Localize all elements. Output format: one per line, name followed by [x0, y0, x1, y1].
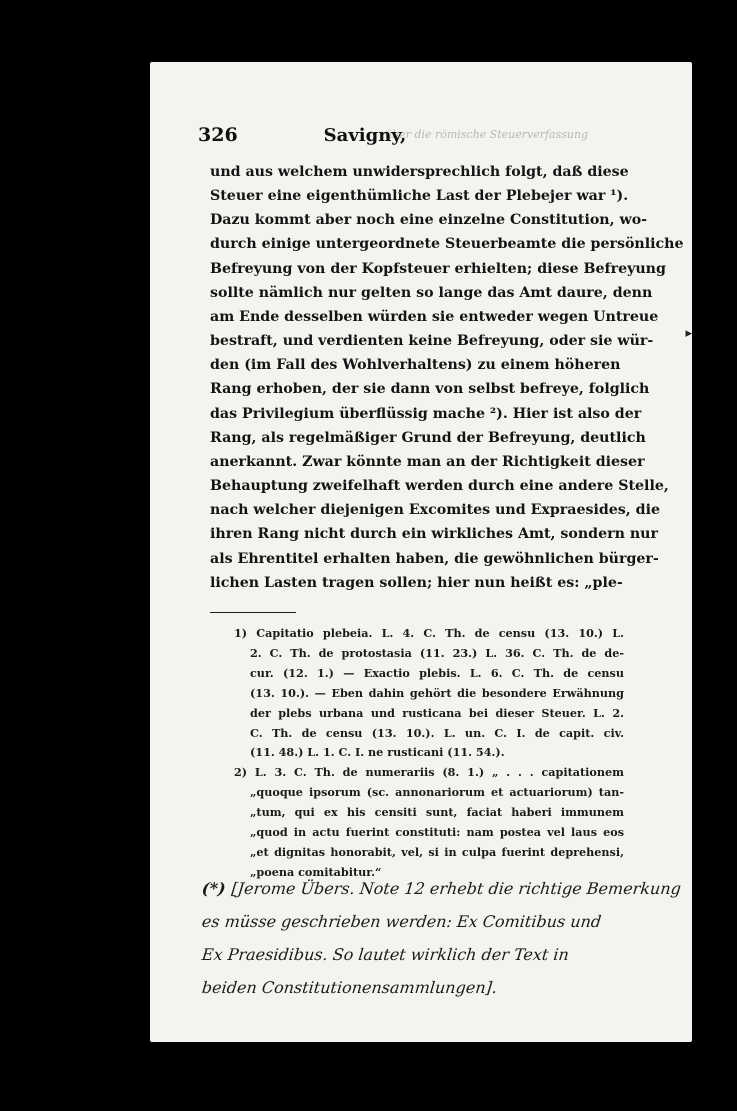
body-line: und aus welchem unwidersprechlich folgt, daß diese	[210, 164, 629, 180]
body-line: Behauptung zweifelhaft werden durch eine andere Stelle,	[210, 478, 669, 495]
page-number: 326	[198, 124, 238, 146]
body-line: den (im Fall des Wohlverhaltens) zu einem höheren	[210, 357, 621, 374]
body-line: durch einige untergeordnete Steuerbeamte die persönliche	[210, 236, 684, 253]
footnote-line: 2) L. 3. C. Th. de numerariis (8. 1.) „ . . . capitationem	[234, 765, 624, 780]
bleed-through-text: über die römische Steuerverfassung	[385, 128, 589, 141]
body-line: ihren Rang nicht durch ein wirkliches Amt, sondern nur	[210, 526, 658, 543]
body-line: sollte nämlich nur gelten so lange das Amt daure, denn	[210, 284, 653, 301]
footnote-line: (13. 10.). — Eben dahin gehört die besondere Erwähnung	[250, 685, 624, 700]
body-line: anerkannt. Zwar könnte man an der Richtigkeit dieser	[210, 453, 645, 470]
body-line: nach welcher diejenigen Excomites und Expraesides, die	[210, 502, 661, 519]
footnote-line: „et dignitas honorabit, vel, si in culpa fuerint deprehensi,	[250, 844, 624, 859]
handwritten-annotation	[201, 872, 682, 1004]
footnote-line: cur. (12. 1.) — Exactio plebis. L. 6. C. Th. de censu	[250, 665, 624, 680]
footnote-line: (11. 48.) L. 1. C. I. ne rusticani (11. 54.).	[250, 745, 505, 760]
handwritten-text: [Jerome Übers. Note 12 erhebt die richtige Bemerkung	[230, 879, 682, 898]
body-line: Befreyung von der Kopfsteuer erhielten; diese Befreyung	[210, 260, 666, 277]
body-line: das Privilegium überflüssig mache ²). Hier ist also der	[210, 405, 642, 422]
body-line: am Ende desselben würden sie entweder wegen Untreue	[210, 308, 659, 325]
handwritten-line	[200, 872, 682, 905]
footnote-rule	[210, 612, 296, 613]
footnote-line: 2. C. Th. de protostasia (11. 23.) L. 36. C. Th. de de-	[250, 645, 624, 660]
body-line: Rang erhoben, der sie dann von selbst befreye, folglich	[210, 381, 650, 398]
body-line: Steuer eine eigenthümliche Last der Plebejer war ¹).	[210, 188, 629, 205]
footnote-line: 1) Capitatio plebeia. L. 4. C. Th. de censu (13. 10.) L.	[234, 626, 624, 640]
body-line: Dazu kommt aber noch eine einzelne Constitution, wo-	[210, 212, 648, 229]
footnote-line: der plebs urbana und rusticana bei dieser Steuer. L. 2.	[250, 705, 624, 720]
body-line: als Ehrentitel erhalten haben, die gewöhnlichen bürger-	[210, 550, 659, 567]
handwritten-line: beiden Constitutionensammlungen].	[201, 978, 499, 997]
book-page	[150, 62, 692, 1042]
body-text	[210, 160, 684, 595]
margin-mark: ▸	[685, 326, 692, 341]
handwritten-line: es müsse geschrieben werden: Ex Comitibus und	[201, 912, 603, 931]
annotation-marker: (*)	[201, 879, 227, 898]
footnote-line: „poena comitabitur.“	[250, 864, 382, 879]
footnote-line: C. Th. de censu (13. 10.). L. un. C. I. de capit. civ.	[250, 725, 624, 740]
running-head: Savigny,	[323, 125, 407, 146]
footnote-line: „tum, qui ex his censiti sunt, faciat haberi immunem	[250, 805, 624, 820]
footnote-line: „quoque ipsorum (sc. annonariorum et actuariorum) tan-	[250, 785, 624, 800]
page-header	[198, 124, 638, 146]
footnotes	[234, 624, 624, 883]
body-line: Rang, als regelmäßiger Grund der Befreyung, deutlich	[210, 429, 646, 446]
handwritten-line: Ex Praesidibus. So lautet wirklich der Text in	[201, 945, 570, 964]
body-line: lichen Lasten tragen sollen; hier nun heißt es: „ple-	[210, 574, 623, 591]
footnote-line: „quod in actu fuerint constituti: nam postea vel laus eos	[250, 825, 624, 840]
body-line: bestraft, und verdienten keine Befreyung, oder sie wür-	[210, 333, 654, 350]
